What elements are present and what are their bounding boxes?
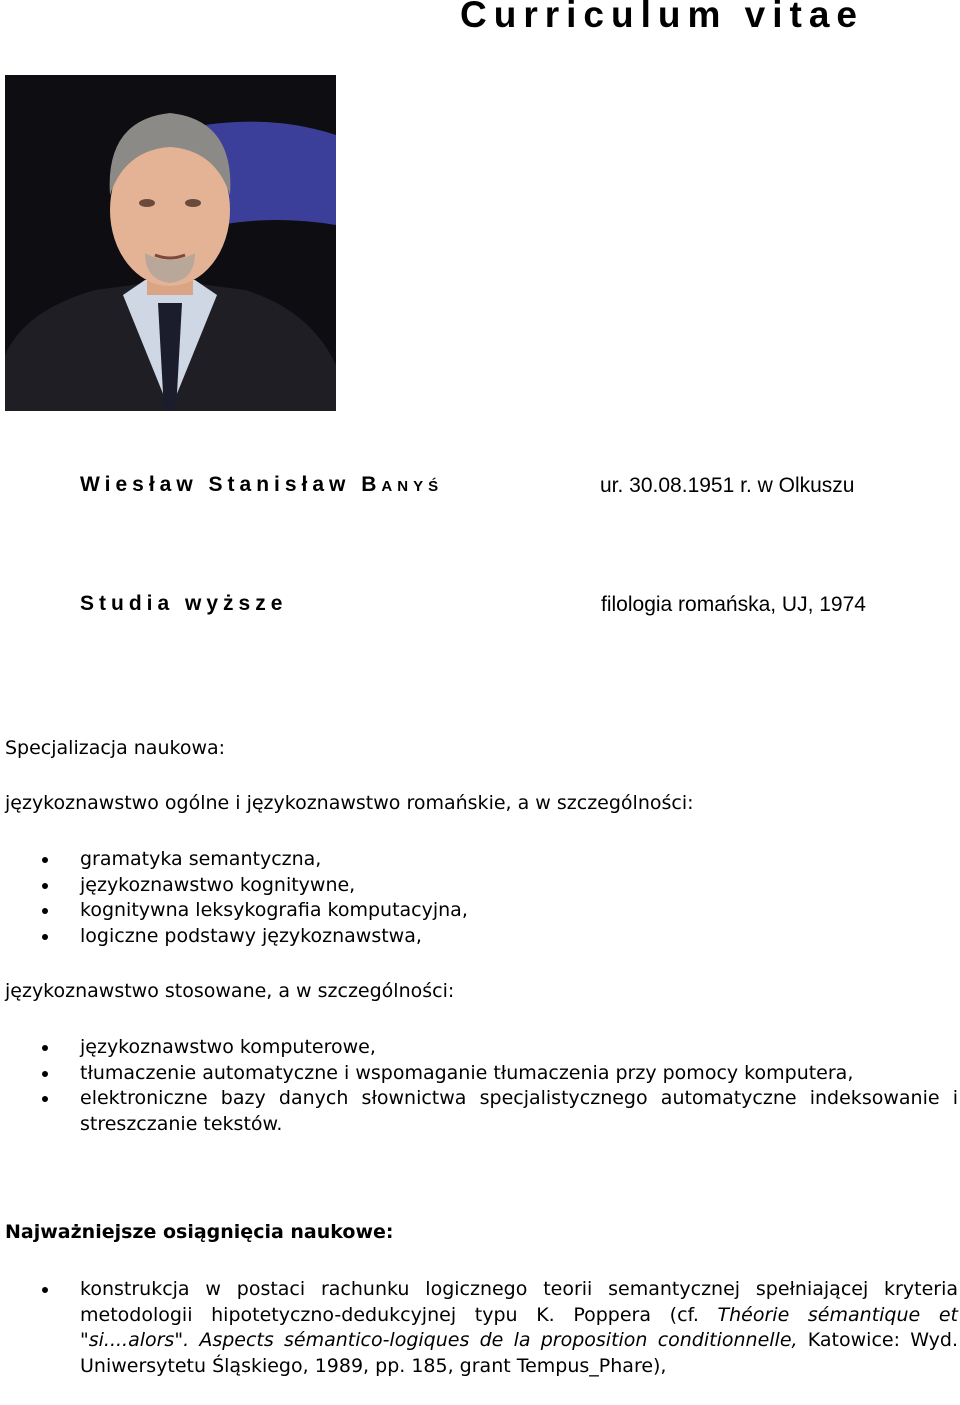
list-item: językoznawstwo komputerowe, (0, 1035, 960, 1061)
achievement-publisher: Katowice: Wyd. Uniwersytetu Śląskiego, 1989, pp. 185, grant Tempus_Phare), (80, 1329, 959, 1377)
bullet-icon (42, 934, 48, 940)
general-linguistics-list (0, 847, 960, 949)
bullet-icon (42, 1287, 48, 1293)
achievements-list (0, 1277, 960, 1379)
achievement-title: Théorie sémantique et "si....alors". Aspects sémantico-logiques de la proposition conditionnelle, (80, 1303, 958, 1351)
applied-linguistics-list (0, 1035, 960, 1137)
applied-linguistics-heading: językoznawstwo stosowane, a w szczególności: (5, 980, 455, 1002)
name-last-initial: B (361, 473, 382, 496)
achievement-text: konstrukcja w postaci rachunku logicznego teorii semantycznej spełniającej kryteria metodologii hipotetyczno-dedukcyjnej typu K. Poppera (cf. (80, 1278, 958, 1326)
bullet-icon (42, 908, 48, 914)
portrait-illustration (5, 75, 336, 411)
studies-value: filologia romańska, UJ, 1974 (601, 593, 866, 616)
list-item (0, 1277, 960, 1379)
list-item: logiczne podstawy językoznawstwa, (0, 924, 960, 950)
list-item: językoznawstwo kognitywne, (0, 873, 960, 899)
bullet-icon (42, 1071, 48, 1077)
bullet-icon (42, 1045, 48, 1051)
bullet-icon (42, 857, 48, 863)
birth-info: ur. 30.08.1951 r. w Olkuszu (600, 474, 855, 497)
studies-label: Studia wyższe (80, 592, 288, 615)
list-item: gramatyka semantyczna, (0, 847, 960, 873)
portrait-photo (5, 75, 336, 411)
list-item: elektroniczne bazy danych słownictwa specjalistycznego automatyczne indeksowanie i streszczanie tekstów. (0, 1086, 960, 1137)
document-title: Curriculum vitae (460, 0, 864, 35)
list-item: kognitywna leksykografia komputacyjna, (0, 898, 960, 924)
specialization-heading: Specjalizacja naukowa: (5, 737, 226, 759)
achievements-heading: Najważniejsze osiągnięcia naukowe: (5, 1221, 394, 1243)
bullet-icon (42, 883, 48, 889)
name-first: Wiesław Stanisław (80, 473, 351, 496)
general-linguistics-heading: językoznawstwo ogólne i językoznawstwo romańskie, a w szczególności: (5, 792, 694, 814)
bullet-icon (42, 1096, 48, 1102)
name-last-rest: ANYŚ (381, 478, 444, 495)
person-name (80, 473, 443, 497)
list-item: tłumaczenie automatyczne i wspomaganie tłumaczenia przy pomocy komputera, (0, 1061, 960, 1087)
